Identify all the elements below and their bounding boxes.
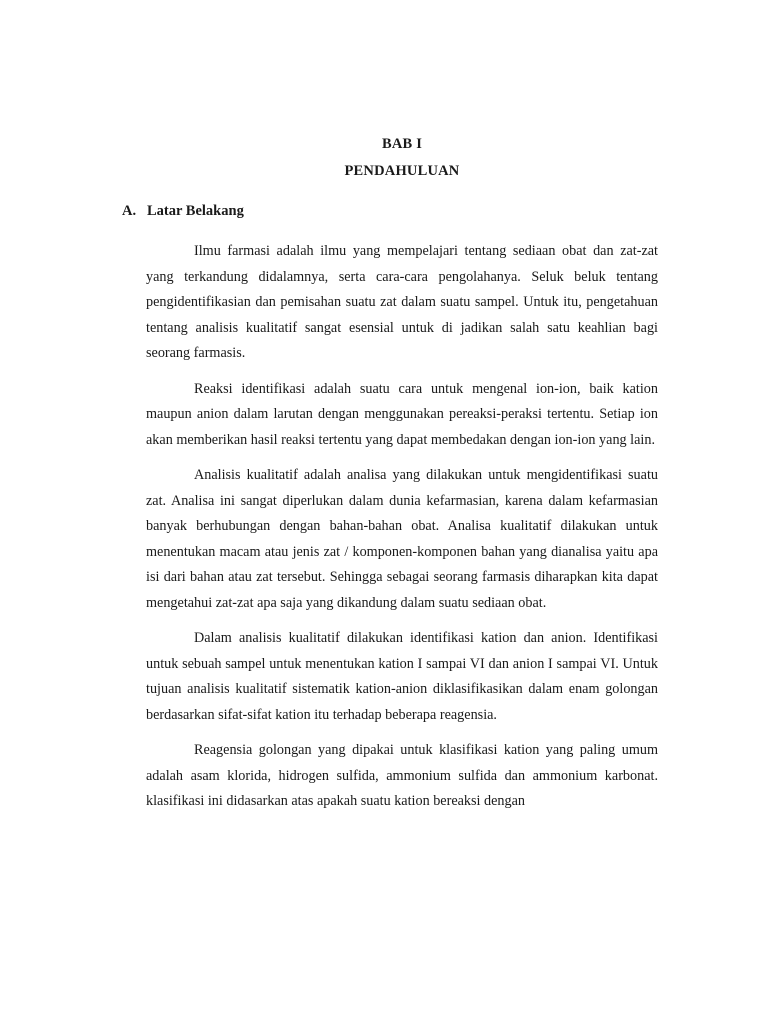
paragraph: Dalam analisis kualitatif dilakukan identifikasi kation dan anion. Identifikasi untuk sebuah sampel untuk menentukan kation I sampai VI dan anion I sampai VI. Untuk tujuan analisis kualitatif sistematik kation-anion diklasifikasikan dalam enam golongan berdasarkan sifat-sifat kation itu terhadap beberapa reagensia. [146,630,658,723]
chapter-title: PENDAHULUAN [344,163,460,179]
paragraph: Reaksi identifikasi adalah suatu cara untuk mengenal ion-ion, baik kation maupun anion dalam larutan dengan menggunakan pereaksi-peraksi tertentu. Setiap ion akan memberikan hasil reaksi tertentu yang dapat membedakan dengan ion-ion yang lain. [146,380,658,448]
section-title: Latar Belakang [147,203,244,219]
section-letter: A. [122,203,137,219]
body-text [146,239,658,825]
paragraph: Ilmu farmasi adalah ilmu yang mempelajari tentang sediaan obat dan zat-zat yang terkandung didalamnya, serta cara-cara pengolahanya. Seluk beluk tentang pengidentifikasian dan pemisahan suatu zat dalam suatu sampel. Untuk itu, pengetahuan tentang analisis kualitatif sangat esensial untuk di jadikan salah satu keahlian bagi seorang farmasis. [146,243,658,361]
paragraph: Analisis kualitatif adalah analisa yang dilakukan untuk mengidentifikasi suatu zat. Analisa ini sangat diperlukan dalam dunia kefarmasian, karena dalam kefarmasian banyak berhubungan dengan bahan-bahan obat. Analisa kualitatif dilakukan untuk menentukan macam atau jenis zat / komponen-komponen bahan yang dianalisa yaitu apa isi dari bahan atau zat tersebut. Sehingga sebagai seorang farmasis diharapkan kita dapat mengetahui zat-zat apa saja yang dikandung dalam suatu sediaan obat. [146,467,658,611]
section-heading [122,203,244,220]
paragraph: Reagensia golongan yang dipakai untuk klasifikasi kation yang paling umum adalah asam klorida, hidrogen sulfida, ammonium sulfida dan ammonium karbonat. klasifikasi ini didasarkan atas apakah suatu kation bereaksi dengan [146,742,658,809]
chapter-number: BAB I [381,136,423,152]
